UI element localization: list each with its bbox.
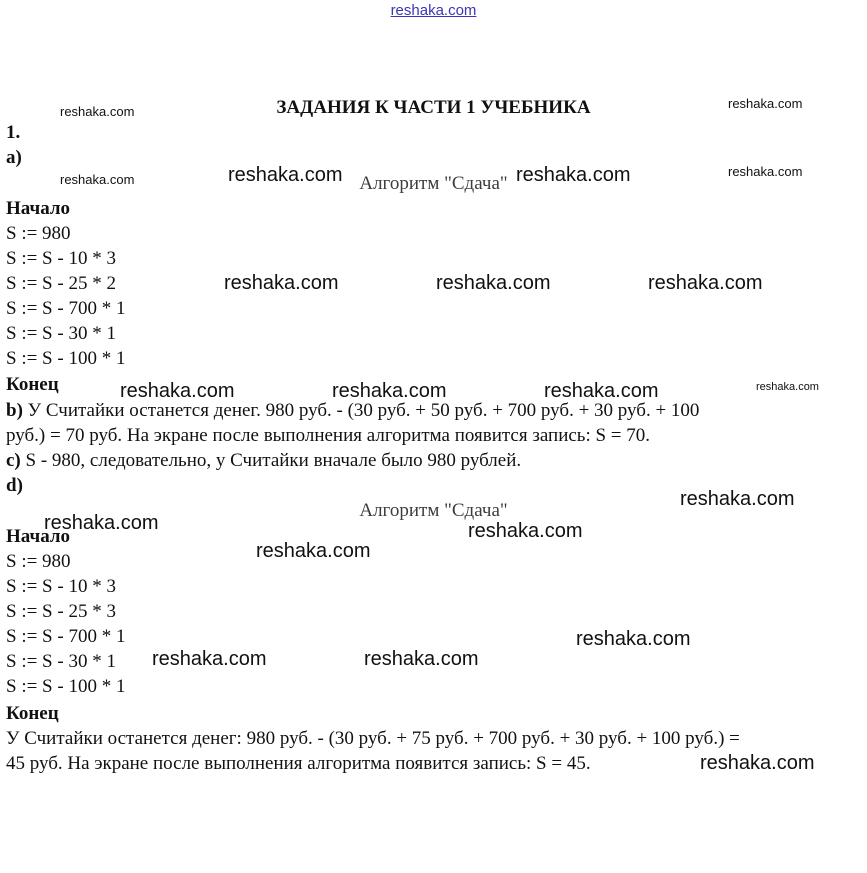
watermark: reshaka.com [728,96,803,111]
watermark: reshaka.com [756,381,819,393]
watermark: reshaka.com [60,172,135,187]
algorithm-end: Конец [6,374,59,395]
part-c-label: c) [6,450,21,471]
final-answer: У Считайки останется денег: 980 руб. - (30 руб. + 75 руб. + 700 руб. + 30 руб. + 100 руб.) = [6,728,740,749]
code-line: S := S - 10 * 3 [6,576,116,597]
watermark: reshaka.com [120,380,235,402]
watermark: reshaka.com [60,104,135,119]
code-line: S := S - 100 * 1 [6,348,126,369]
site-link[interactable]: reshaka.com [390,2,477,19]
algorithm-title: Алгоритм "Сдача" [359,173,508,194]
watermark: reshaka.com [364,648,479,670]
section-heading: ЗАДАНИЯ К ЧАСТИ 1 УЧЕБНИКА [276,97,591,118]
watermark: reshaka.com [728,164,803,179]
code-line: S := S - 700 * 1 [6,626,126,647]
algorithm-title: Алгоритм "Сдача" [359,500,508,521]
algorithm-end: Конец [6,703,59,724]
algorithm-begin: Начало [6,198,71,219]
watermark: reshaka.com [648,272,763,294]
code-line: S := 980 [6,223,71,244]
part-c-answer [6,449,521,473]
algorithm-begin: Начало [6,526,71,547]
watermark: reshaka.com [436,272,551,294]
code-line: S := S - 10 * 3 [6,248,116,269]
code-line: S := S - 30 * 1 [6,651,116,672]
code-line: S := S - 25 * 2 [6,273,116,294]
watermark: reshaka.com [576,628,691,650]
part-a-label: а) [6,147,22,168]
watermark: reshaka.com [544,380,659,402]
task-number: 1. [6,122,21,143]
watermark: reshaka.com [680,488,795,510]
watermark: reshaka.com [224,272,339,294]
watermark: reshaka.com [468,520,583,542]
part-b-text-cont: руб.) = 70 руб. На экране после выполнения алгоритма появится запись: S = 70. [6,425,651,446]
code-line: S := S - 25 * 3 [6,601,116,622]
watermark: reshaka.com [700,752,815,774]
code-line: S := S - 100 * 1 [6,676,126,697]
watermark: reshaka.com [516,164,631,186]
code-line: S := S - 700 * 1 [6,298,126,319]
watermark: reshaka.com [44,512,159,534]
part-d-label: d) [6,475,23,496]
watermark: reshaka.com [228,164,343,186]
part-b-label: b) [6,400,23,421]
watermark: reshaka.com [332,380,447,402]
code-line: S := S - 30 * 1 [6,323,116,344]
watermark: reshaka.com [256,540,371,562]
code-line: S := 980 [6,551,71,572]
part-b-text: У Считайки останется денег. 980 руб. - (30 руб. + 50 руб. + 700 руб. + 30 руб. + 100 [22,400,700,421]
part-c-text: S - 980, следовательно, у Считайки вначале было 980 рублей. [20,450,522,471]
watermark: reshaka.com [152,648,267,670]
final-answer-cont: 45 руб. На экране после выполнения алгоритма появится запись: S = 45. [6,753,591,774]
